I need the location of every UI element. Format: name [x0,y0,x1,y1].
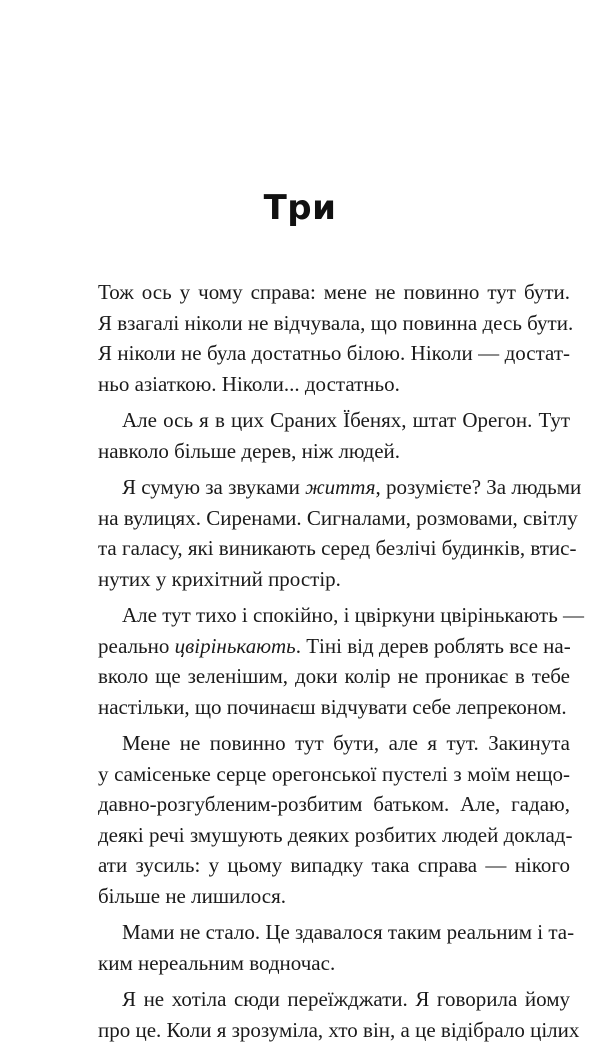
text-line: деякі речі змушують деяких розбитих людей доклад- [98,822,573,847]
paragraph [98,984,580,1045]
paragraph [98,405,570,466]
paragraph [98,600,585,722]
text-line: нутих у крихітний простір. [98,566,341,591]
text-line: Мене не повинно тут бути, але я тут. Закинута [122,731,570,755]
paragraph [98,472,582,594]
text-line: Я сумую за звуками життя, розумієте? За людьми [122,475,582,499]
text-line: Я не хотіла сюди переїжджати. Я говорила йому [122,987,570,1011]
text-line: Я ніколи не була достатньо білою. Ніколи — достат- [98,341,570,365]
chapter-body [98,277,585,1051]
text-line: ким нереальним водночас. [98,950,336,975]
text-line: у самісеньке серце орегонської пустелі з моїм нещо- [98,761,570,786]
emphasis: цвірінькають [174,633,296,658]
paragraph [98,277,574,399]
text-line: більше не лишилося. [98,883,286,908]
text-line: Мами не стало. Це здавалося таким реальним і та- [122,920,575,944]
text-line: давно-розгубленим-розбитим батьком. Але, гадаю, [98,792,570,816]
text-line: на вулицях. Сиренами. Сигналами, розмовами, світлу [98,505,578,530]
text-line: про це. Коли я зрозуміла, хто він, а це відібрало цілих [98,1017,580,1042]
chapter-title: Три [263,188,337,228]
text-line: Я взагалі ніколи не відчувала, що повинна десь бути. [98,310,574,335]
text-line: вколо ще зеленішим, доки колір не проникає в тебе [98,664,570,688]
text-line: настільки, що починаєш відчувати себе лепреконом. [98,694,567,719]
text-line: ати зусиль: у цьому випадку така справа — нікого [98,853,570,877]
text-line: та галасу, які виникають серед безлічі будинків, втис- [98,536,577,560]
text-line: ньо азіаткою. Ніколи... достатньо. [98,371,400,396]
paragraph [98,917,575,978]
text-line: Але тут тихо і спокійно, і цвіркуни цвірінькають — [122,603,585,627]
text-line: Але ось я в цих Сраних Їбенях, штат Орегон. Тут [122,408,570,432]
emphasis: життя [305,475,376,499]
paragraph [98,728,573,911]
text-line: реально цвірінькають. Тіні від дерев роблять все на- [98,633,571,658]
text-line: навколо більше дерев, ніж людей. [98,438,401,463]
text-line: Тож ось у чому справа: мене не повинно тут бути. [98,280,570,304]
